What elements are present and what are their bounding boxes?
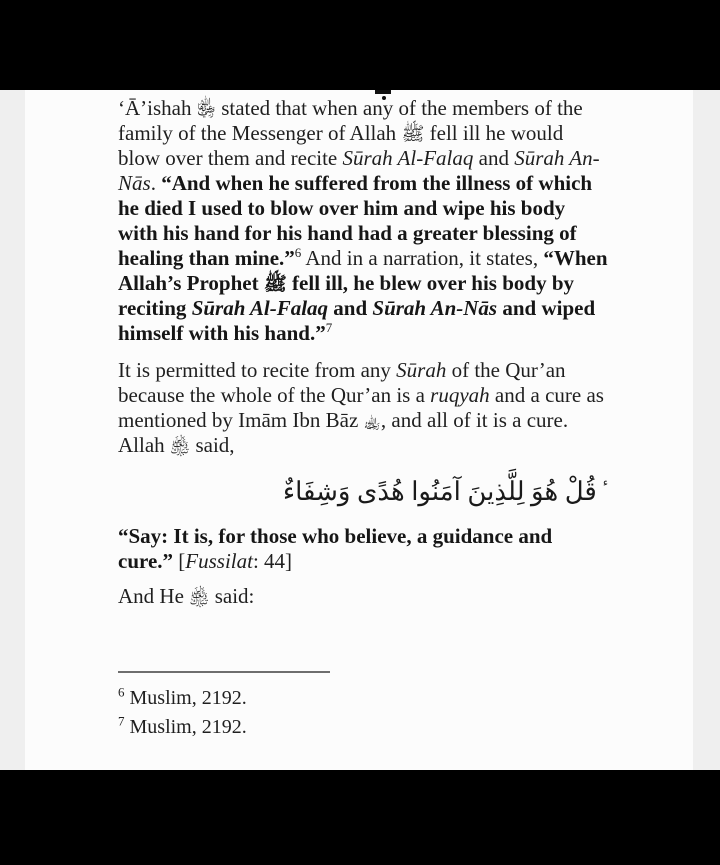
body-text: fell ill he would blow over them and recite <box>118 121 564 170</box>
letterbox-top <box>0 0 720 90</box>
translation-quote: “Say: It is, for those who believe, a guidance and cure.” <box>118 524 553 573</box>
tabaraka-wataala-honorific: ﵎ <box>189 587 210 608</box>
footnote-reference-7: 7 <box>325 320 333 335</box>
quran-verse-arabic: قُلْ هُوَ لِلَّذِينَ آمَنُوا هُدًى وَشِفَاءٌ <box>282 477 597 506</box>
hadith-quote: “And when he suffered from the illness of which he died I used to blow over him and wipe his body with his hand for his hand had a greater blessing of healing than mine.” <box>118 171 593 270</box>
book-page <box>25 90 693 770</box>
hadith-quote: and wiped himself with his hand.” <box>118 296 596 345</box>
footnote-text: Muslim, 2192. <box>124 687 247 709</box>
footnote-number: 6 <box>118 684 125 700</box>
surah-name: Sūrah Al-Falaq <box>191 296 329 320</box>
surah-name: Sūrah An-Nās <box>372 296 498 320</box>
body-text: stated that when any of the members of the family of the Messenger of Allah <box>118 96 583 145</box>
body-text: , and all of it is a cure. Allah <box>118 408 569 457</box>
body-text: and a cure as mentioned by Imām Ibn Bāz <box>118 383 604 432</box>
hadith-quote: “When Allah’s Prophet <box>118 246 608 295</box>
body-text: of the Qur’an because the whole of the Qur’an is a <box>118 358 566 407</box>
hadith-paragraph <box>118 96 608 346</box>
hadith-quote: and <box>328 296 373 320</box>
radiallahu-anha-honorific: ﵂ <box>196 99 216 120</box>
letterbox-bottom <box>0 770 720 865</box>
footnote-number: 7 <box>118 713 125 729</box>
cut-off-heading-remnant <box>375 90 391 94</box>
surah-name: Sūrah An-Nās <box>118 146 600 195</box>
sallallahu-alayhi-wasallam-honorific: ﷺ <box>263 274 287 295</box>
footnote-reference-6: 6 <box>294 245 302 260</box>
narrator-name: ‘Ā’ishah <box>118 96 197 120</box>
surah-name: Sūrah Al-Falaq <box>342 146 474 170</box>
citation-verse-number: : 44] <box>252 549 293 573</box>
closing-line <box>118 584 608 609</box>
citation-surah-name: Fussilat <box>185 549 253 573</box>
quran-verse <box>118 472 608 512</box>
body-text: . <box>150 171 162 195</box>
citation-bracket: [ <box>178 549 186 573</box>
body-text: and <box>473 146 515 170</box>
verse-translation <box>118 524 608 574</box>
rahimahullah-honorific: ﵀ <box>363 411 381 432</box>
body-text: And He <box>118 584 190 608</box>
footnote-text: Muslim, 2192. <box>124 716 247 738</box>
body-text: said, <box>190 433 235 457</box>
footnote-6 <box>118 684 608 713</box>
sallallahu-alayhi-wasallam-honorific: ﷺ <box>401 124 425 145</box>
hadith-quote: fell ill, he blew over his body by reciting <box>118 271 575 320</box>
body-text: And in a narration, it states, <box>301 246 544 270</box>
body-text: said: <box>209 584 255 608</box>
footnote-divider <box>118 671 330 673</box>
tabaraka-wataala-honorific: ﵎ <box>169 436 191 457</box>
ruqyah-word: ruqyah <box>430 383 490 407</box>
body-text: It is permitted to recite from any <box>118 358 397 382</box>
verse-ornament-mark: ء <box>602 477 608 489</box>
page-content <box>118 96 608 742</box>
footnotes-section <box>118 684 608 742</box>
ruling-paragraph <box>118 358 608 458</box>
surah-word: Sūrah <box>396 358 447 382</box>
footnote-7 <box>118 713 608 742</box>
